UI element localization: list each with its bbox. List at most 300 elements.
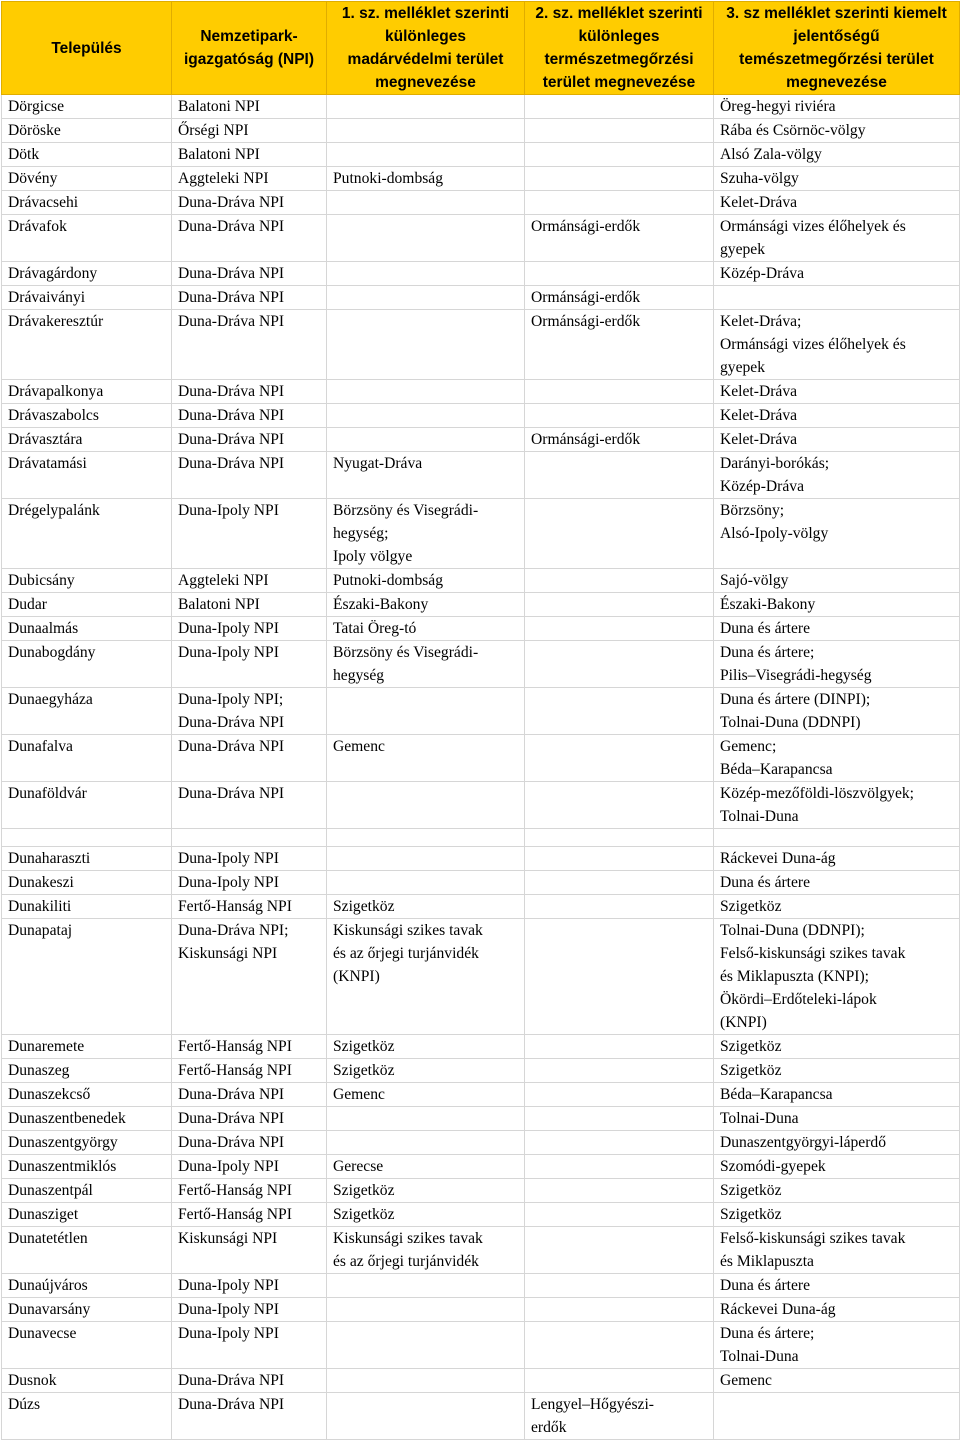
special-area-cell (525, 735, 714, 782)
cell-line: Duna-Dráva NPI (178, 738, 285, 755)
settlement-cell (2, 119, 172, 143)
cell-line: és Miklapuszta (KNPI); (720, 968, 869, 985)
settlement-cell (2, 1298, 172, 1322)
header-line: különleges (385, 28, 466, 45)
special-area-cell (525, 641, 714, 688)
table-row (2, 428, 960, 452)
bird-area-cell (327, 1203, 525, 1227)
bird-area-cell (327, 1179, 525, 1203)
settlement-cell (2, 262, 172, 286)
cell-line: Drávacsehi (8, 194, 79, 211)
cell-line: Szigetköz (333, 1062, 395, 1079)
cell-line: Duna-Dráva NPI (178, 455, 285, 472)
bird-area-cell (327, 782, 525, 829)
special-area-cell (525, 95, 714, 119)
cell-line: Duna-Dráva NPI (178, 1110, 285, 1127)
npi-cell (172, 1203, 327, 1227)
cell-line: Duna-Ipoly NPI (178, 1158, 279, 1175)
table-row (2, 919, 960, 1035)
cell-line: Dunavarsány (8, 1301, 91, 1318)
settlement-cell (2, 1322, 172, 1369)
cell-line: Duna-Dráva NPI (178, 289, 285, 306)
cell-line: Duna-Dráva NPI; (178, 922, 289, 939)
settlement-cell (2, 1083, 172, 1107)
bird-area-cell (327, 167, 525, 191)
settlement-cell (2, 1035, 172, 1059)
cell-line: Duna-Ipoly NPI; (178, 691, 284, 708)
cell-line: Duna-Dráva NPI (178, 1372, 285, 1389)
table-row (2, 617, 960, 641)
priority-area-cell (714, 829, 960, 847)
designation-table (1, 1, 960, 1440)
cell-line: Dunakeszi (8, 874, 74, 891)
priority-area-cell (714, 1107, 960, 1131)
table-row (2, 1393, 960, 1440)
table-row (2, 593, 960, 617)
bird-area-cell (327, 569, 525, 593)
cell-line: Ráckevei Duna-ág (720, 850, 836, 867)
priority-area-cell (714, 95, 960, 119)
special-area-cell (525, 847, 714, 871)
table-body (2, 95, 960, 1440)
bird-area-cell (327, 452, 525, 499)
header-bird-protection-area (327, 2, 525, 95)
cell-line: Duna-Dráva NPI (178, 194, 285, 211)
cell-line: Őrségi NPI (178, 122, 249, 139)
npi-cell (172, 310, 327, 380)
priority-area-cell (714, 1179, 960, 1203)
npi-cell (172, 452, 327, 499)
bird-area-cell (327, 1155, 525, 1179)
bird-area-cell (327, 119, 525, 143)
cell-line: Drávaszabolcs (8, 407, 99, 424)
cell-line: Északi-Bakony (720, 596, 816, 613)
cell-line: Kiskunsági szikes tavak (333, 922, 483, 939)
priority-area-cell (714, 569, 960, 593)
npi-cell (172, 191, 327, 215)
table-row (2, 569, 960, 593)
bird-area-cell (327, 641, 525, 688)
npi-cell (172, 1131, 327, 1155)
special-area-cell (525, 310, 714, 380)
special-area-cell (525, 404, 714, 428)
settlement-cell (2, 143, 172, 167)
table-row (2, 1298, 960, 1322)
table-row (2, 191, 960, 215)
priority-area-cell (714, 167, 960, 191)
cell-line: Balatoni NPI (178, 596, 260, 613)
header-line: különleges (578, 28, 660, 45)
bird-area-cell (327, 310, 525, 380)
special-area-cell (525, 829, 714, 847)
cell-line: Dunaremete (8, 1038, 85, 1055)
settlement-cell (2, 593, 172, 617)
cell-line: gyepek (720, 241, 766, 258)
cell-line: Duna-Ipoly NPI (178, 620, 279, 637)
cell-line: Gerecse (333, 1158, 384, 1175)
cell-line: Duna és ártere (DINPI); (720, 691, 871, 708)
table-row (2, 1035, 960, 1059)
header-line: Nemzetipark- (200, 28, 298, 45)
cell-line: Duna és ártere (720, 620, 811, 637)
cell-line: Béda–Karapancsa (720, 1086, 833, 1103)
header-line: 2. sz. melléklet szerinti (535, 5, 703, 22)
priority-area-cell (714, 499, 960, 569)
cell-line: Közép-mezőföldi-löszvölgyek; (720, 785, 914, 802)
settlement-cell (2, 782, 172, 829)
table-row (2, 847, 960, 871)
npi-cell (172, 404, 327, 428)
settlement-cell (2, 191, 172, 215)
cell-line: Dunaszentbenedek (8, 1110, 126, 1127)
priority-area-cell (714, 617, 960, 641)
settlement-cell (2, 380, 172, 404)
settlement-cell (2, 1274, 172, 1298)
bird-area-cell (327, 1298, 525, 1322)
cell-line: Drégelypalánk (8, 502, 100, 519)
priority-area-cell (714, 1369, 960, 1393)
cell-line: Drávafok (8, 218, 67, 235)
cell-line: Gemenc; (720, 738, 777, 755)
priority-area-cell (714, 1155, 960, 1179)
table-row (2, 1179, 960, 1203)
cell-line: Ormánsági-erdők (531, 313, 641, 330)
settlement-cell (2, 1203, 172, 1227)
priority-area-cell (714, 286, 960, 310)
special-area-cell (525, 688, 714, 735)
settlement-cell (2, 641, 172, 688)
settlement-cell (2, 452, 172, 499)
cell-line: Északi-Bakony (333, 596, 429, 613)
cell-line: Szigetköz (720, 1182, 782, 1199)
special-area-cell (525, 871, 714, 895)
npi-cell (172, 1083, 327, 1107)
priority-area-cell (714, 310, 960, 380)
npi-cell (172, 215, 327, 262)
header-line: igazgatóság (NPI) (183, 51, 315, 68)
table-row (2, 1227, 960, 1274)
cell-line: Dudar (8, 596, 47, 613)
settlement-cell (2, 1369, 172, 1393)
priority-area-cell (714, 1322, 960, 1369)
cell-line: Aggteleki NPI (178, 572, 269, 589)
settlement-cell (2, 871, 172, 895)
special-area-cell (525, 167, 714, 191)
special-area-cell (525, 919, 714, 1035)
special-area-cell (525, 452, 714, 499)
cell-line: Szigetköz (333, 1038, 395, 1055)
npi-cell (172, 569, 327, 593)
cell-line: Duna és ártere (720, 874, 811, 891)
bird-area-cell (327, 380, 525, 404)
settlement-cell (2, 310, 172, 380)
priority-area-cell (714, 871, 960, 895)
cell-line: Közép-Dráva (720, 265, 804, 282)
special-area-cell (525, 1203, 714, 1227)
bird-area-cell (327, 1274, 525, 1298)
special-area-cell (525, 262, 714, 286)
table-row (2, 499, 960, 569)
header-line: megnevezése (786, 74, 887, 91)
npi-cell (172, 688, 327, 735)
cell-line: Kelet-Dráva (720, 194, 798, 211)
cell-line: Szuha-völgy (720, 170, 799, 187)
priority-area-cell (714, 895, 960, 919)
special-area-cell (525, 782, 714, 829)
cell-line: Öreg-hegyi riviéra (720, 98, 836, 115)
header-line: 1. sz. melléklet szerinti (341, 5, 510, 22)
cell-line: Fertő-Hanság NPI (178, 1206, 292, 1223)
priority-area-cell (714, 1059, 960, 1083)
cell-line: Ormánsági vizes élőhelyek és (720, 336, 906, 353)
cell-line: Dunavecse (8, 1325, 77, 1342)
table-row (2, 1322, 960, 1369)
table-row (2, 380, 960, 404)
priority-area-cell (714, 1274, 960, 1298)
cell-line: Börzsöny és Visegrádi- (333, 644, 479, 661)
cell-line: Szigetköz (333, 1206, 395, 1223)
cell-line: Ormánsági vizes élőhelyek és (720, 218, 906, 235)
npi-cell (172, 1107, 327, 1131)
priority-area-cell (714, 404, 960, 428)
npi-cell (172, 1035, 327, 1059)
special-area-cell (525, 1083, 714, 1107)
cell-line: erdők (531, 1419, 567, 1436)
table-row (2, 310, 960, 380)
cell-line: Dunaegyháza (8, 691, 93, 708)
header-line: madárvédelmi terület (347, 51, 504, 68)
cell-line: Duna-Dráva NPI (178, 407, 285, 424)
npi-cell (172, 641, 327, 688)
table-row (2, 404, 960, 428)
priority-area-cell (714, 1131, 960, 1155)
header-line: temészetmegőrzési terület (739, 51, 934, 68)
cell-line: Duna és ártere; (720, 1325, 815, 1342)
cell-line: Gemenc (333, 1086, 385, 1103)
bird-area-cell (327, 286, 525, 310)
priority-area-cell (714, 428, 960, 452)
cell-line: Dunaszentmiklós (8, 1158, 117, 1175)
table-row (2, 735, 960, 782)
cell-line: Duna-Dráva NPI (178, 714, 285, 731)
npi-cell (172, 829, 327, 847)
bird-area-cell (327, 95, 525, 119)
bird-area-cell (327, 1107, 525, 1131)
table-row (2, 1203, 960, 1227)
bird-area-cell (327, 735, 525, 782)
cell-line: Szigetköz (720, 898, 782, 915)
cell-line: Lengyel–Hőgyészi- (531, 1396, 654, 1413)
cell-line: Duna-Ipoly NPI (178, 1301, 279, 1318)
cell-line: Drávapalkonya (8, 383, 104, 400)
cell-line: Dunafalva (8, 738, 73, 755)
cell-line: Tolnai-Duna (720, 808, 799, 825)
special-area-cell (525, 143, 714, 167)
table-row (2, 1083, 960, 1107)
cell-line: Börzsöny; (720, 502, 785, 519)
priority-area-cell (714, 1227, 960, 1274)
settlement-cell (2, 735, 172, 782)
cell-line: Duna-Dráva NPI (178, 431, 285, 448)
cell-line: hegység (333, 667, 385, 684)
cell-line: Duna és ártere; (720, 644, 815, 661)
cell-line: Duna-Ipoly NPI (178, 850, 279, 867)
special-area-cell (525, 380, 714, 404)
cell-line: Duna-Dráva NPI (178, 313, 285, 330)
cell-line: Ráckevei Duna-ág (720, 1301, 836, 1318)
cell-line: Kelet-Dráva (720, 407, 798, 424)
priority-area-cell (714, 1035, 960, 1059)
cell-line: Szigetköz (720, 1038, 782, 1055)
settlement-cell (2, 1107, 172, 1131)
cell-line: Béda–Karapancsa (720, 761, 833, 778)
settlement-cell (2, 286, 172, 310)
bird-area-cell (327, 919, 525, 1035)
cell-line: Gemenc (720, 1372, 772, 1389)
cell-line: Ormánsági-erdők (531, 431, 641, 448)
cell-line: Drávagárdony (8, 265, 98, 282)
special-area-cell (525, 1059, 714, 1083)
cell-line: Duna-Ipoly NPI (178, 502, 279, 519)
bird-area-cell (327, 593, 525, 617)
bird-area-cell (327, 1083, 525, 1107)
npi-cell (172, 1298, 327, 1322)
settlement-cell (2, 847, 172, 871)
special-area-cell (525, 1131, 714, 1155)
cell-line: és az őrjegi turjánvidék (333, 945, 479, 962)
npi-cell (172, 1393, 327, 1440)
special-area-cell (525, 1179, 714, 1203)
settlement-cell (2, 1059, 172, 1083)
npi-cell (172, 593, 327, 617)
bird-area-cell (327, 688, 525, 735)
cell-line: Pilis–Visegrádi-hegység (720, 667, 872, 684)
priority-area-cell (714, 919, 960, 1035)
priority-area-cell (714, 1393, 960, 1440)
cell-line: Nyugat-Dráva (333, 455, 423, 472)
special-area-cell (525, 1035, 714, 1059)
cell-line: Duna-Dráva NPI (178, 785, 285, 802)
cell-line: Tolnai-Duna (DDNPI); (720, 922, 865, 939)
npi-cell (172, 95, 327, 119)
bird-area-cell (327, 1059, 525, 1083)
cell-line: Dusnok (8, 1372, 57, 1389)
cell-line: Duna-Dráva NPI (178, 1086, 285, 1103)
npi-cell (172, 1227, 327, 1274)
settlement-cell (2, 895, 172, 919)
cell-line: Börzsöny és Visegrádi- (333, 502, 479, 519)
table-row (2, 95, 960, 119)
cell-line: Ökördi–Erdőteleki-lápok (720, 991, 877, 1008)
special-area-cell (525, 1298, 714, 1322)
npi-cell (172, 380, 327, 404)
cell-line: gyepek (720, 359, 766, 376)
cell-line: Szigetköz (720, 1062, 782, 1079)
priority-area-cell (714, 143, 960, 167)
bird-area-cell (327, 1369, 525, 1393)
priority-area-cell (714, 452, 960, 499)
npi-cell (172, 428, 327, 452)
table-row (2, 1274, 960, 1298)
bird-area-cell (327, 1322, 525, 1369)
settlement-cell (2, 167, 172, 191)
cell-line: Duna-Ipoly NPI (178, 644, 279, 661)
bird-area-cell (327, 847, 525, 871)
npi-cell (172, 143, 327, 167)
cell-line: Szigetköz (333, 898, 395, 915)
cell-line: Dövény (8, 170, 58, 187)
priority-area-cell (714, 735, 960, 782)
header-line: természetmegőrzési (544, 51, 694, 68)
cell-line: Dunasziget (8, 1206, 79, 1223)
special-area-cell (525, 119, 714, 143)
settlement-cell (2, 499, 172, 569)
cell-line: Dötk (8, 146, 40, 163)
npi-cell (172, 782, 327, 829)
cell-line: Putnoki-dombság (333, 170, 444, 187)
special-area-cell (525, 286, 714, 310)
header-npi (172, 2, 327, 95)
cell-line: Tolnai-Duna (720, 1348, 799, 1365)
table-row (2, 1107, 960, 1131)
table-row (2, 871, 960, 895)
special-area-cell (525, 593, 714, 617)
bird-area-cell (327, 143, 525, 167)
cell-line: Tolnai-Duna (DDNPI) (720, 714, 861, 731)
cell-line: (KNPI) (333, 968, 380, 985)
cell-line: Döröske (8, 122, 61, 139)
cell-line: Dörgicse (8, 98, 65, 115)
special-area-cell (525, 191, 714, 215)
cell-line: hegység; (333, 525, 389, 542)
settlement-cell (2, 829, 172, 847)
header-priority-conservation-area (714, 2, 960, 95)
cell-line: Drávaiványi (8, 289, 86, 306)
priority-area-cell (714, 641, 960, 688)
cell-line: Kiskunsági NPI (178, 945, 278, 962)
table-row (2, 1155, 960, 1179)
bird-area-cell (327, 215, 525, 262)
table-row (2, 215, 960, 262)
cell-line: Dunakiliti (8, 898, 72, 915)
settlement-cell (2, 95, 172, 119)
special-area-cell (525, 569, 714, 593)
settlement-cell (2, 428, 172, 452)
table-row (2, 782, 960, 829)
cell-line: Duna-Dráva NPI (178, 265, 285, 282)
npi-cell (172, 499, 327, 569)
cell-line: Kelet-Dráva (720, 383, 798, 400)
npi-cell (172, 919, 327, 1035)
settlement-cell (2, 617, 172, 641)
bird-area-cell (327, 262, 525, 286)
table-row (2, 286, 960, 310)
cell-line: Felső-kiskunsági szikes tavak (720, 1230, 906, 1247)
priority-area-cell (714, 380, 960, 404)
settlement-cell (2, 1131, 172, 1155)
priority-area-cell (714, 191, 960, 215)
table-row (2, 452, 960, 499)
cell-line: Balatoni NPI (178, 98, 260, 115)
cell-line: Ipoly völgye (333, 548, 413, 565)
bird-area-cell (327, 404, 525, 428)
cell-line: Szigetköz (333, 1182, 395, 1199)
cell-line: Duna-Dráva NPI (178, 383, 285, 400)
table-row (2, 895, 960, 919)
npi-cell (172, 617, 327, 641)
header-line: megnevezése (375, 74, 476, 91)
cell-line: Alsó-Ipoly-völgy (720, 525, 829, 542)
